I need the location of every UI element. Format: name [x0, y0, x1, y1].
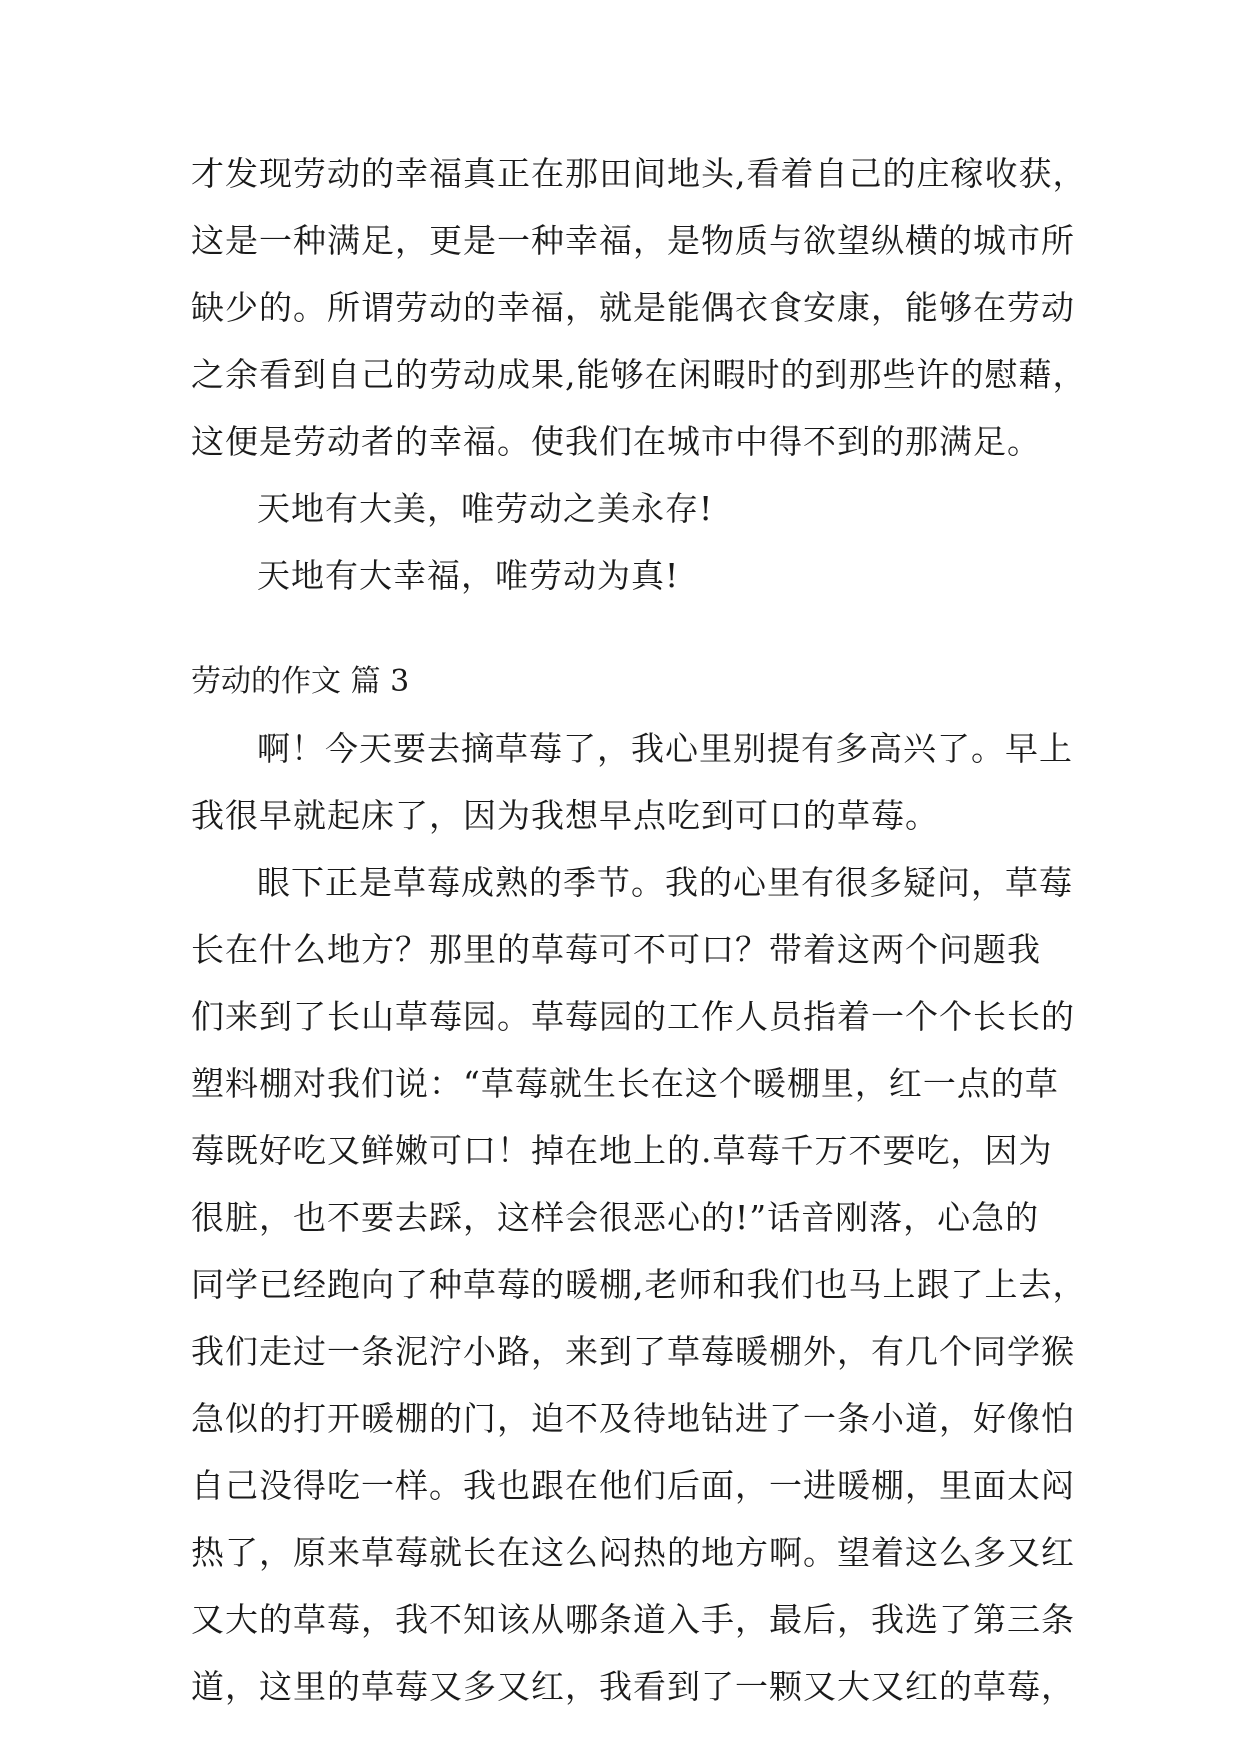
paragraph-line: 自己没得吃一样。我也跟在他们后面，一进暖棚，里面太闷 [191, 1466, 1075, 1505]
paragraph-line: 长在什么地方？那里的草莓可不可口？带着这两个问题我 [191, 930, 1041, 969]
paragraph-line: 天地有大幸福，唯劳动为真! [257, 556, 680, 595]
paragraph-line: 又大的草莓，我不知该从哪条道入手，最后，我选了第三条 [191, 1600, 1075, 1639]
paragraph-line: 才发现劳动的幸福真正在那田间地头,看着自己的庄稼收获， [191, 154, 1087, 193]
paragraph-line: 啊！今天要去摘草莓了，我心里别提有多高兴了。早上 [257, 729, 1073, 768]
paragraph-line: 急似的打开暖棚的门，迫不及待地钻进了一条小道，好像怕 [191, 1399, 1075, 1438]
paragraph-line: 热了，原来草莓就长在这么闷热的地方啊。望着这么多又红 [191, 1533, 1075, 1572]
paragraph-line: 这是一种满足，更是一种幸福，是物质与欲望纵横的城市所 [191, 221, 1075, 260]
section-heading: 劳动的作文 篇 3 [191, 664, 410, 699]
paragraph-line: 缺少的。所谓劳动的幸福，就是能偶衣食安康，能够在劳动 [191, 288, 1075, 327]
paragraph-line: 我们走过一条泥泞小路，来到了草莓暖棚外，有几个同学猴 [191, 1332, 1075, 1371]
paragraph-line: 们来到了长山草莓园。草莓园的工作人员指着一个个长长的 [191, 997, 1075, 1036]
paragraph-line: 之余看到自己的劳动成果,能够在闲暇时的到那些许的慰藉， [191, 355, 1087, 394]
paragraph-line: 眼下正是草莓成熟的季节。我的心里有很多疑问，草莓 [257, 863, 1073, 902]
paragraph-line: 很脏，也不要去踩，这样会很恶心的!”话音刚落，心急的 [191, 1198, 1040, 1237]
paragraph-line: 道，这里的草莓又多又红，我看到了一颗又大又红的草莓， [191, 1667, 1075, 1706]
paragraph-line: 同学已经跑向了种草莓的暖棚,老师和我们也马上跟了上去， [191, 1265, 1087, 1304]
paragraph-line: 我很早就起床了，因为我想早点吃到可口的草莓。 [191, 796, 939, 835]
paragraph-line: 塑料棚对我们说：“草莓就生长在这个暖棚里，红一点的草 [191, 1064, 1059, 1103]
paragraph-line: 这便是劳动者的幸福。使我们在城市中得不到的那满足。 [191, 422, 1041, 461]
paragraph-line: 天地有大美，唯劳动之美永存! [257, 489, 714, 528]
paragraph-line: 莓既好吃又鲜嫩可口！掉在地上的.草莓千万不要吃，因为 [191, 1131, 1053, 1170]
